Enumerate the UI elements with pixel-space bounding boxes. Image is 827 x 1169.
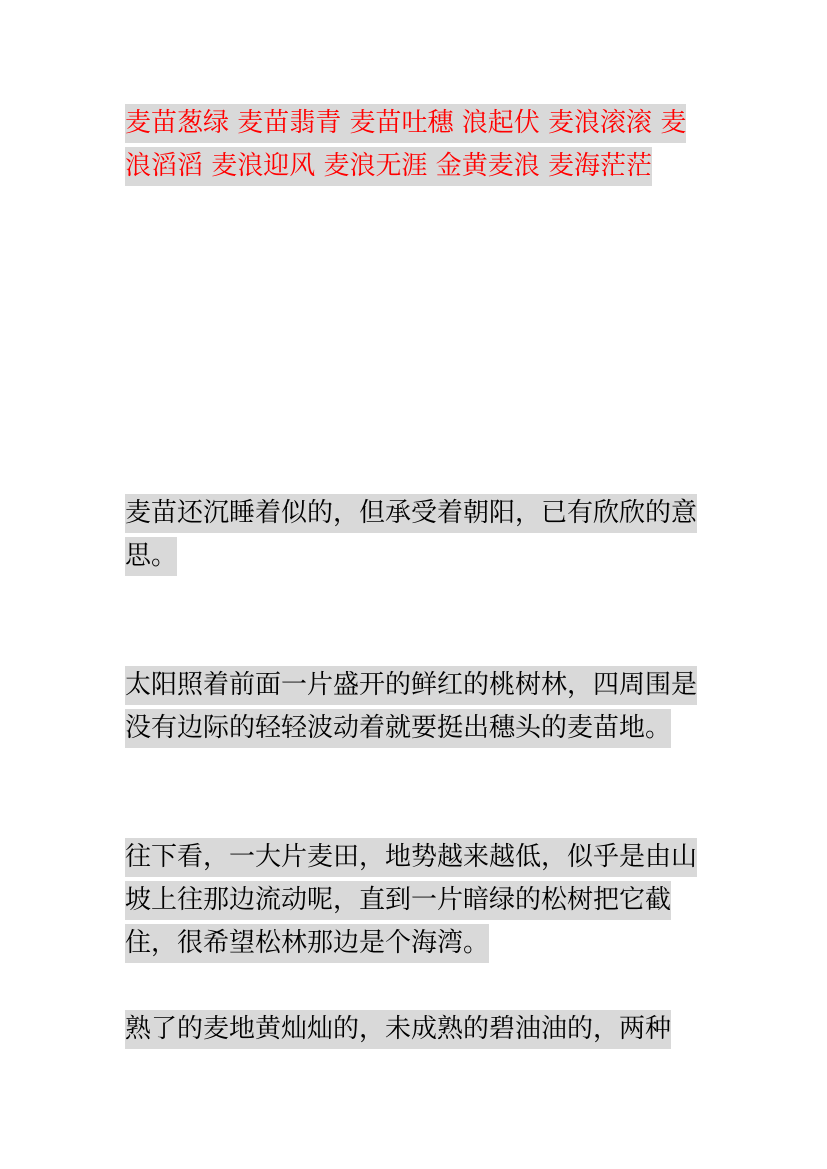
paragraph-text: 熟了的麦地黄灿灿的，未成熟的碧油油的，两种 (125, 1010, 671, 1049)
paragraph-4 (125, 1008, 703, 1051)
paragraph-3 (125, 836, 703, 965)
paragraph-text: 太阳照着前面一片盛开的鲜红的桃树林，四周围是没有边际的轻轻波动着就要挺出穗头的麦苗地。 (125, 666, 697, 748)
paragraph-text: 麦苗还沉睡着似的，但承受着朝阳，已有欣欣的意思。 (125, 494, 697, 576)
keywords-paragraph (125, 102, 703, 188)
paragraph-text: 往下看，一大片麦田，地势越来越低，似乎是由山坡上往那边流动呢，直到一片暗绿的松树把它截住，很希望松林那边是个海湾。 (125, 838, 697, 963)
paragraph-2 (125, 664, 703, 750)
paragraph-1 (125, 492, 703, 578)
keywords-text: 麦苗葱绿 麦苗翡青 麦苗吐穗 浪起伏 麦浪滚滚 麦浪滔滔 麦浪迎风 麦浪无涯 金黄麦浪 麦海茫茫 (125, 104, 686, 186)
